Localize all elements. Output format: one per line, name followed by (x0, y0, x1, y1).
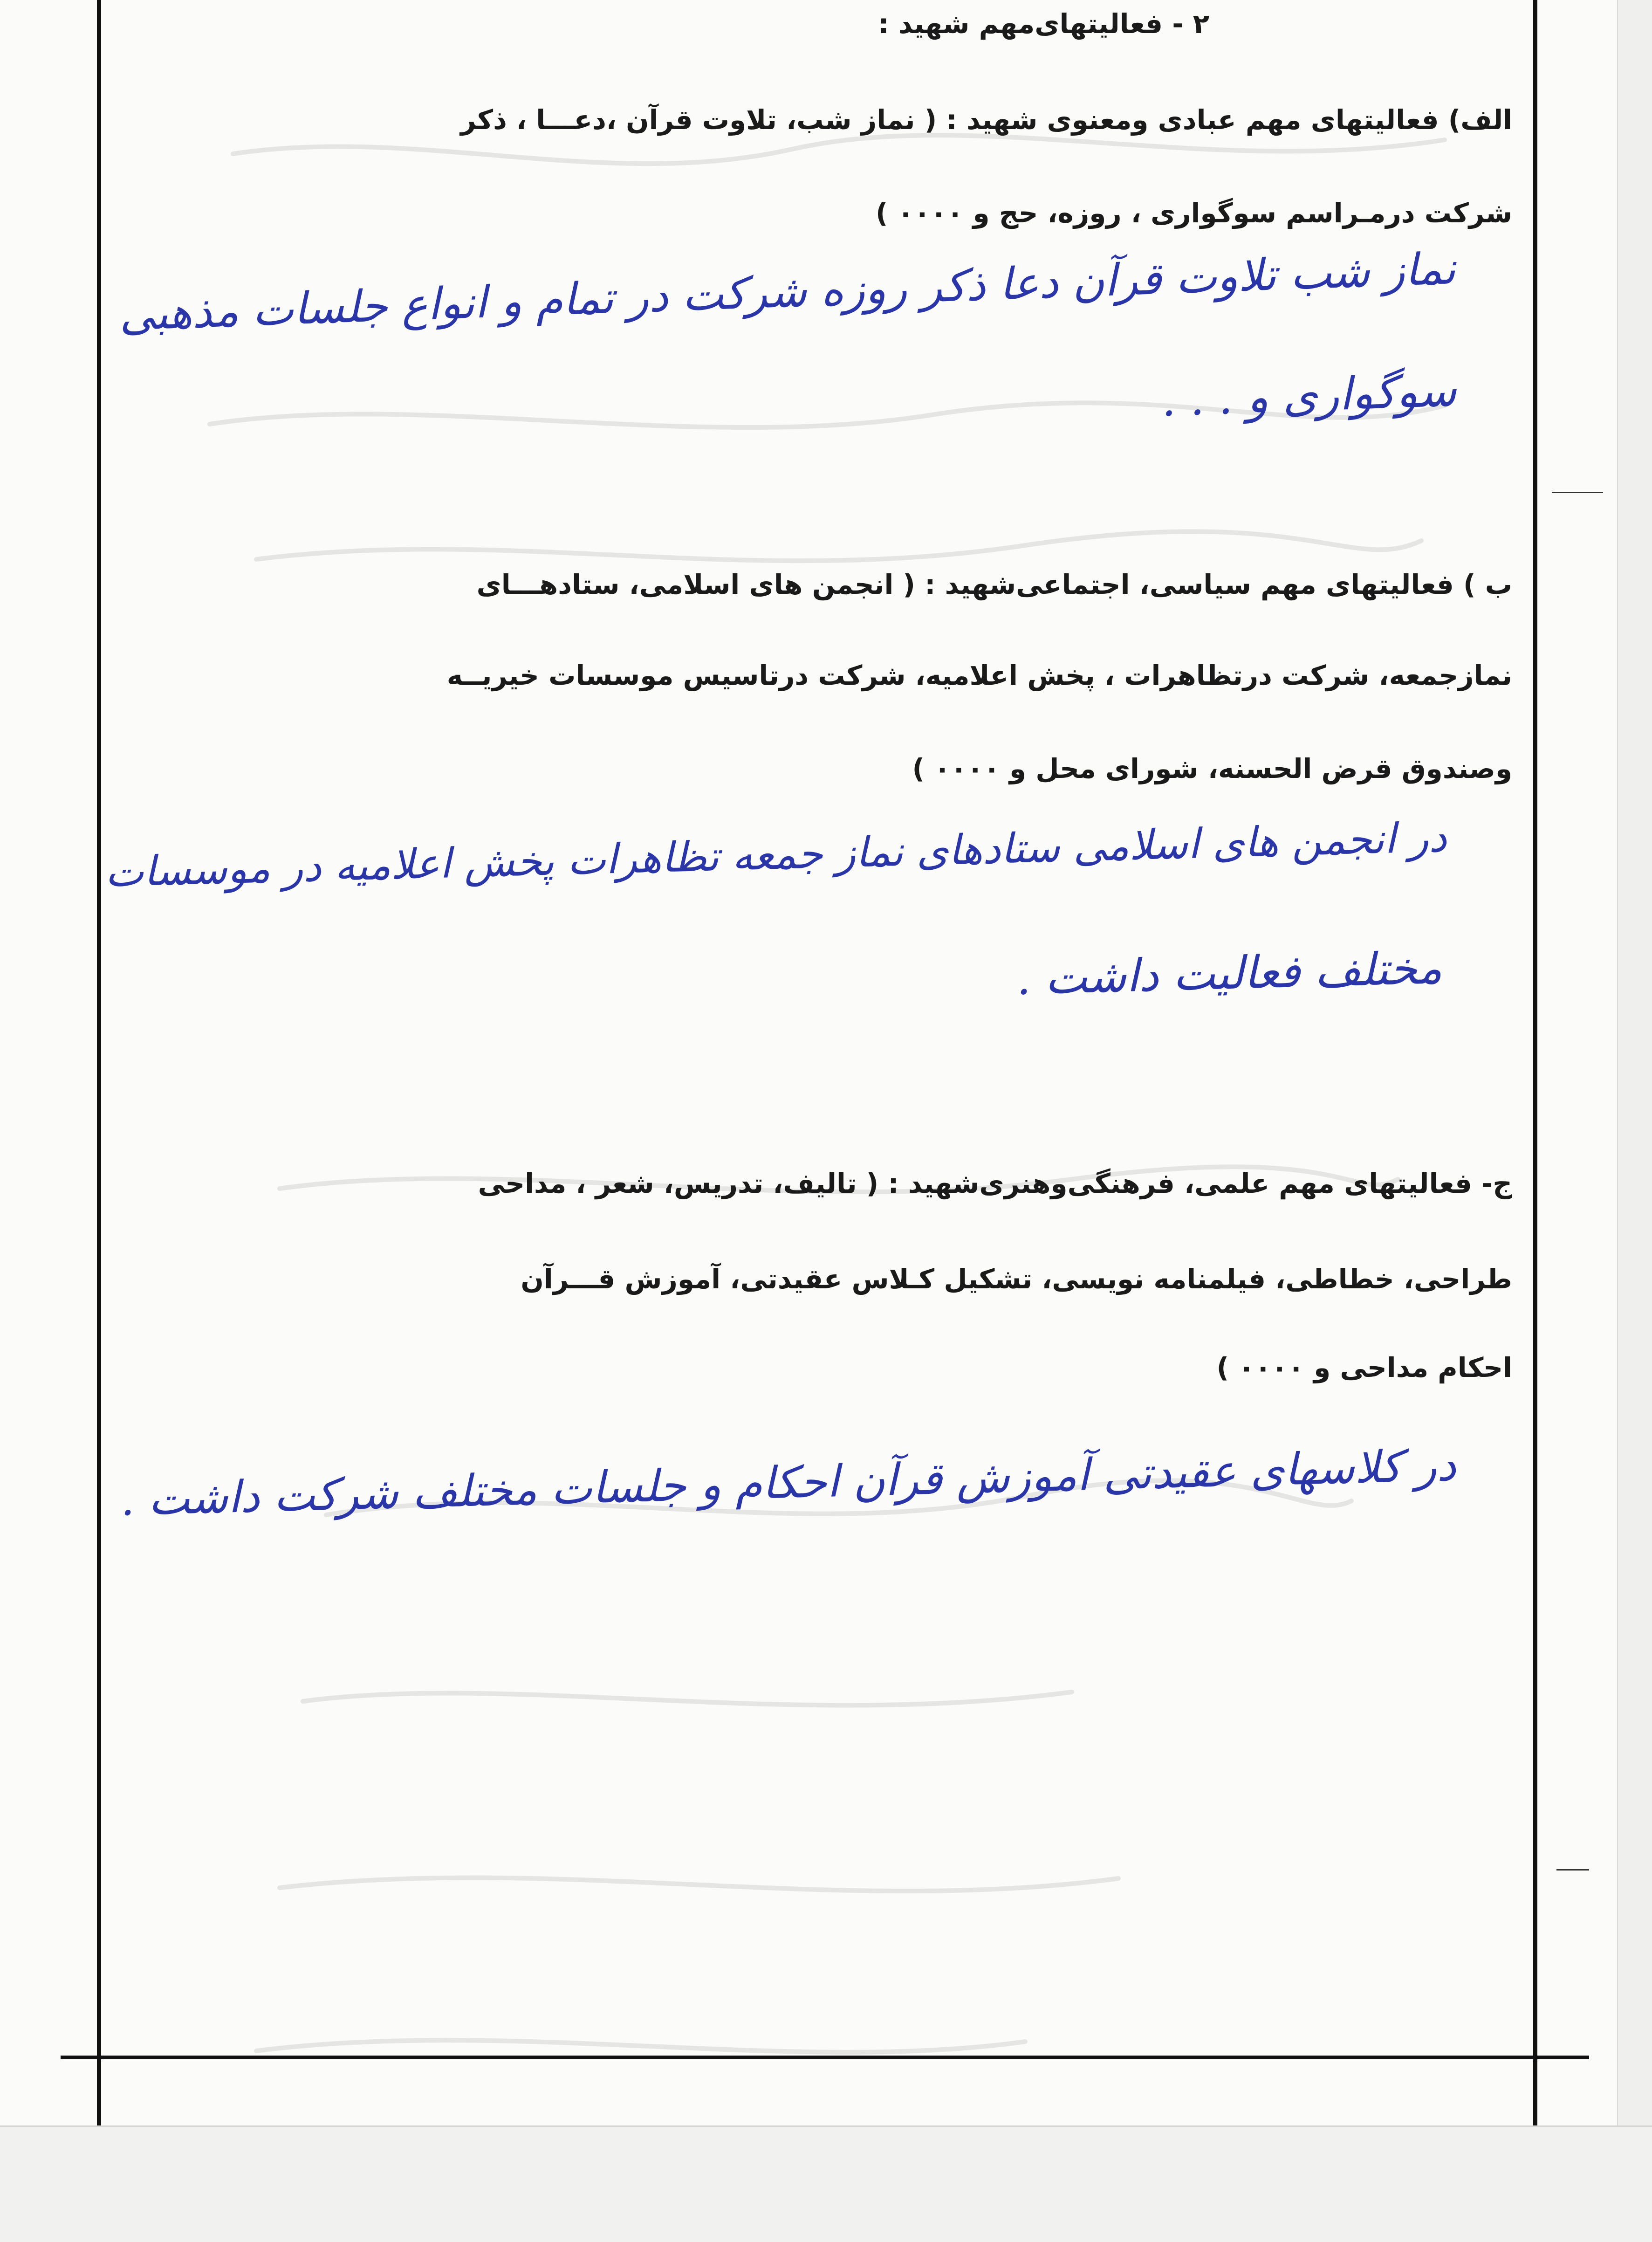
frame-right-border (1533, 0, 1537, 2241)
page-edge-bottom (0, 2125, 1652, 2242)
page-edge-right (1617, 0, 1652, 2241)
edge-tick-mark (1556, 1869, 1589, 1871)
section-b-handwriting-2: مختلف فعالیت داشت . (1016, 942, 1443, 1005)
edge-tick-mark (1552, 492, 1603, 493)
section-b-line-3: وصندوق قرض الحسنه، شورای محل و ۰۰۰۰ ) (912, 753, 1512, 784)
section-c-line-1: ج- فعالیتهای مهم علمی، فرهنگی‌وهنری‌شهید : ( تالیف، تدریس، شعر ، مداحی (478, 1168, 1512, 1199)
section-b-line-2: نمازجمعه، شرکت درتظاهرات ، پخش اعلامیه، شرکت درتاسیس موسسات خیریــه (446, 660, 1512, 691)
frame-bottom-border (61, 2056, 1589, 2059)
section-a-handwriting-1: نماز شب تلاوت قرآن دعا ذکر روزه شرکت در تمام و انواع جلسات مذهبی (118, 243, 1457, 341)
section-heading: ۲ - فعالیتهای‌مهم شهید : (878, 8, 1209, 40)
section-b-line-1: ب ) فعالیتهای مهم سیاسی، اجتماعی‌شهید : ( انجمن های اسلامی، ستادهـــای (476, 569, 1512, 600)
frame-left-border (97, 0, 101, 2144)
section-b-handwriting-1: در انجمن های اسلامی ستادهای نماز جمعه تظاهرات پخش اعلامیه در موسسات (104, 813, 1447, 896)
section-a-handwriting-2: سوگواری و . . . (1160, 364, 1457, 427)
section-c-handwriting-1: در کلاسهای عقیدتی آموزش قرآن احکام و جلسات مختلف شرکت داشت . (120, 1440, 1457, 1526)
section-a-line-1: الف) فعالیتهای مهم عبادی ومعنوی شهید : ( نماز شب، تلاوت قرآن ،دعـــا ، ذکر (460, 104, 1512, 136)
section-c-line-2: طراحی، خطاطی، فیلمنامه نویسی، تشکیل کـلاس عقیدتی، آموزش قـــرآن (521, 1263, 1512, 1295)
section-c-line-3: احکام مداحی و ۰۰۰۰ ) (1216, 1352, 1512, 1383)
section-a-line-2: شرکت درمـراسم سوگواری ، روزه، حج و ۰۰۰۰ ) (876, 197, 1512, 229)
